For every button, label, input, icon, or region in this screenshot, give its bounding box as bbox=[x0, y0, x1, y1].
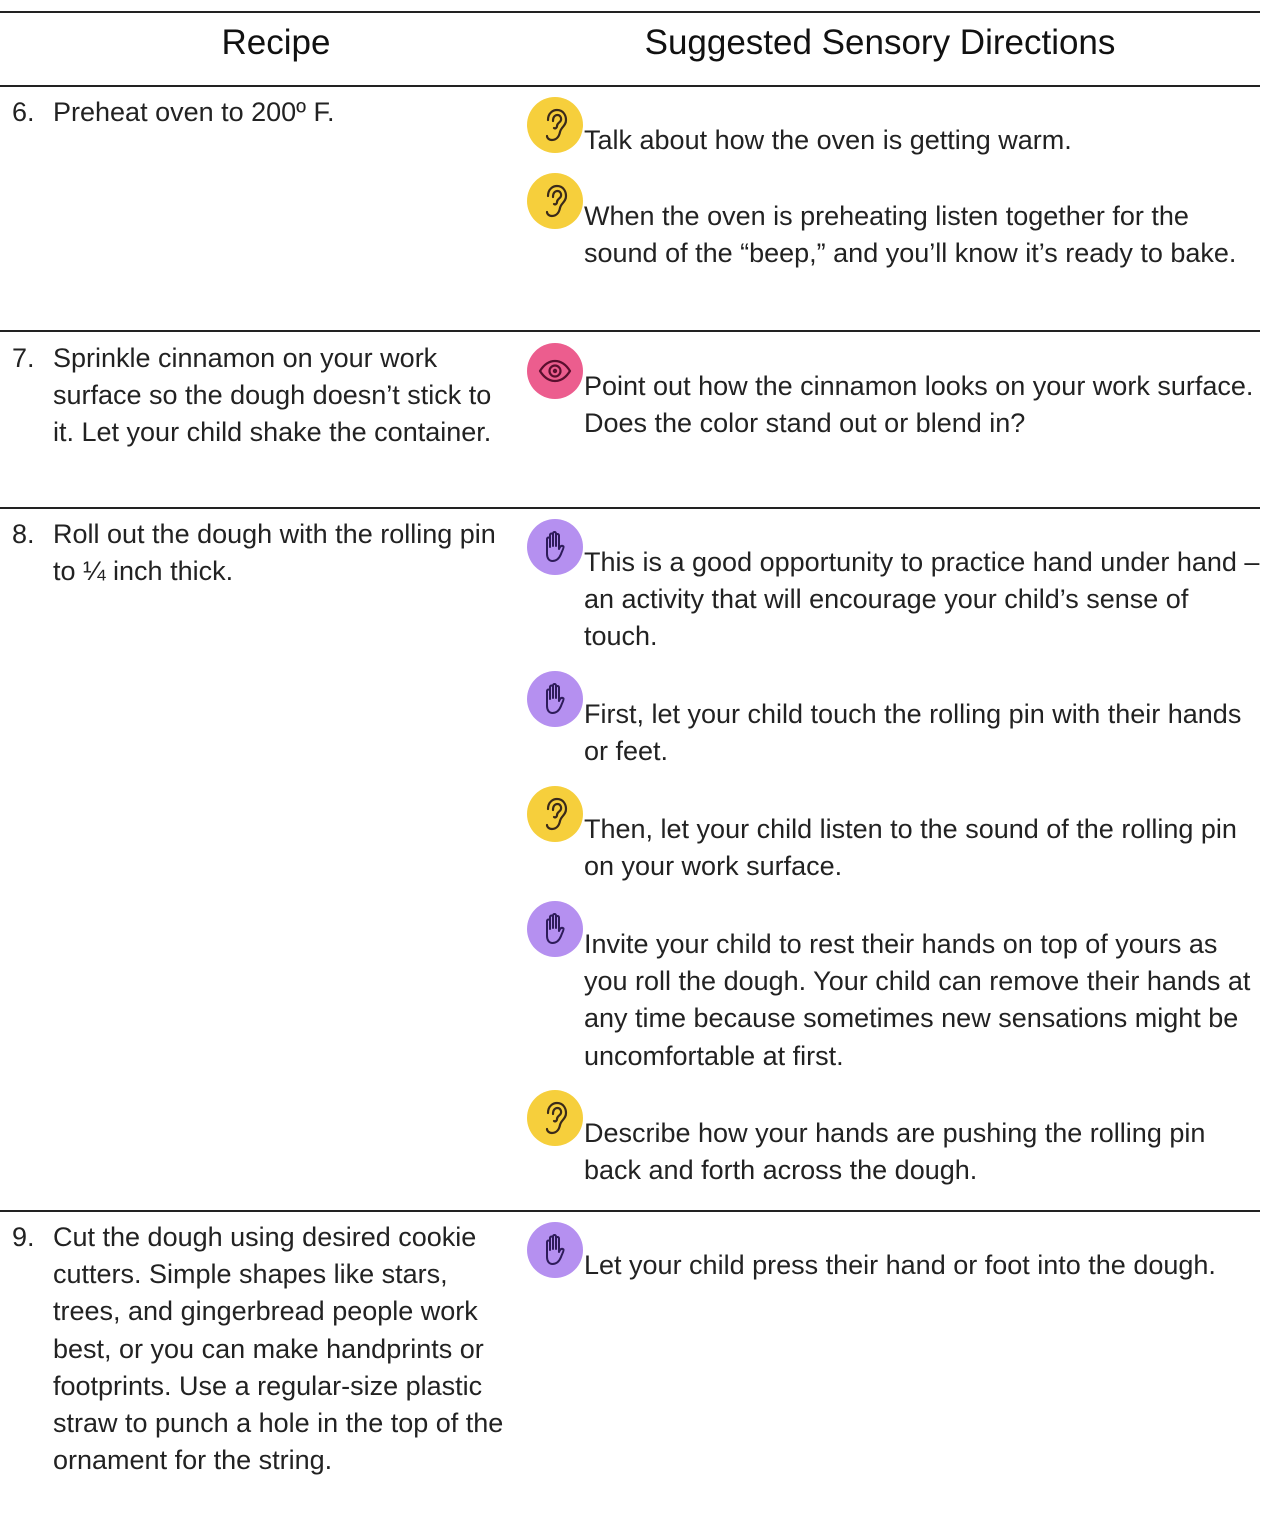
ear-icon bbox=[527, 1090, 583, 1146]
step-number: 7. bbox=[12, 343, 35, 373]
hand-icon bbox=[527, 901, 583, 957]
step-text: Preheat oven to 200º F. bbox=[53, 97, 335, 127]
step-text: Sprinkle cinnamon on your work surface so the dough doesn’t stick to it. Let your child shake the container. bbox=[53, 343, 492, 448]
row-divider bbox=[0, 507, 1260, 509]
recipe-step bbox=[12, 1219, 512, 1479]
hand-icon bbox=[527, 519, 583, 575]
ear-icon bbox=[527, 173, 583, 229]
ear-icon bbox=[527, 786, 583, 842]
direction-text: Then, let your child listen to the sound of the rolling pin on your work surface. bbox=[584, 814, 1237, 882]
recipe-step bbox=[12, 94, 512, 131]
step-text: Cut the dough using desired cookie cutters. Simple shapes like stars, trees, and gingerbread people work best, or you can make handprints or footprints. Use a regular-size plastic straw to punch a hole in the top of the ornament for the string. bbox=[53, 1222, 504, 1476]
direction-text: When the oven is preheating listen together for the sound of the “beep,” and you’ll know it’s ready to bake. bbox=[584, 201, 1237, 269]
row-divider bbox=[0, 330, 1260, 332]
directions-column-header: Suggested Sensory Directions bbox=[644, 23, 1116, 62]
direction-text: First, let your child touch the rolling pin with their hands or feet. bbox=[584, 699, 1242, 767]
step-text: Roll out the dough with the rolling pin to ¼ inch thick. bbox=[53, 519, 496, 587]
direction-text: Point out how the cinnamon looks on your work surface. Does the color stand out or blend in? bbox=[584, 371, 1254, 439]
hand-icon bbox=[527, 1222, 583, 1278]
row-divider bbox=[0, 1210, 1260, 1212]
recipe-column-header: Recipe bbox=[221, 23, 331, 62]
recipe-step bbox=[12, 516, 512, 590]
direction-text: Let your child press their hand or foot into the dough. bbox=[584, 1250, 1216, 1280]
direction-text: Invite your child to rest their hands on top of yours as you roll the dough. Your child can remove their hands at any time because sometimes new sensations might be uncomfortable at first. bbox=[584, 929, 1251, 1071]
top-rule bbox=[0, 11, 1260, 13]
hand-icon bbox=[527, 671, 583, 727]
direction-text: Describe how your hands are pushing the rolling pin back and forth across the dough. bbox=[584, 1118, 1206, 1186]
header-rule bbox=[0, 85, 1260, 87]
direction-text: This is a good opportunity to practice hand under hand – an activity that will encourage your child’s sense of touch. bbox=[584, 547, 1260, 652]
recipe-step bbox=[12, 340, 512, 452]
direction-text: Talk about how the oven is getting warm. bbox=[584, 125, 1072, 155]
step-number: 6. bbox=[12, 97, 35, 127]
eye-icon bbox=[527, 343, 583, 399]
step-number: 8. bbox=[12, 519, 35, 549]
ear-icon bbox=[527, 97, 583, 153]
step-number: 9. bbox=[12, 1222, 35, 1252]
